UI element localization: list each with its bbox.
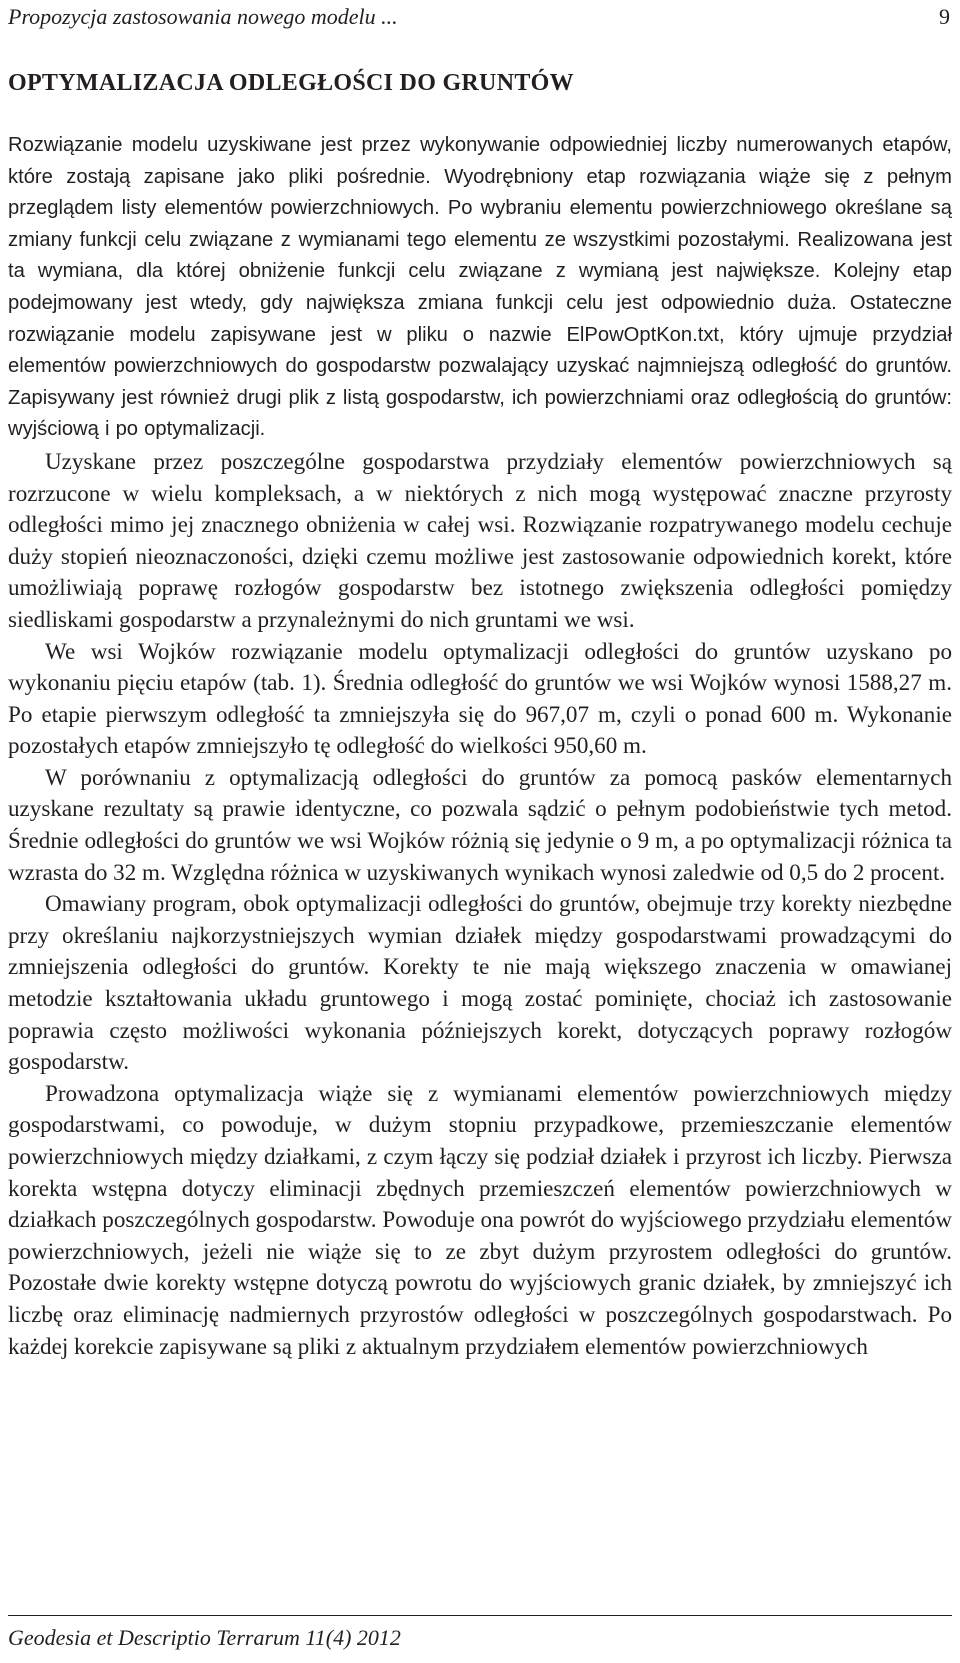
running-header (8, 2, 952, 32)
page-number: 9 (939, 4, 950, 29)
paragraph-solution-stages: Rozwiązanie modelu uzyskiwane jest przez wykonywanie odpowiedniej liczby numerowanych etapów, które zostają zapisane jako pliki pośrednie. Wyodrębniony etap rozwiązania wiąże się z pełnym przeglądem listy elementów powierzchniowych. Po wybraniu elementu powierzchniowego określane są zmiany funkcji celu związane z wymianami tego elementu ze wszystkimi pozostałymi. Realizowana jest ta wymiana, dla której obniżenie funkcji celu związane z wymianą jest największe. Kolejny etap podejmowany jest wtedy, gdy największa zmiana funkcji celu jest odpowiednio duża. Ostateczne rozwiązanie modelu zapisywane jest w pliku o nazwie ElPowOptKon.txt, który ujmuje przydział elementów powierzchniowych do gospodarstw pozwalający uzyskać najmniejszą odległość do gruntów. Zapisywany jest również drugi plik z listą gospodarstw, ich powierzchniami oraz odległością do gruntów: wyjściową i po optymalizacji. (8, 134, 952, 441)
paragraph-allocations: Uzyskane przez poszczególne gospodarstwa przydziały elementów powierzchniowych są rozrzucone w wielu kompleksach, a w niektórych z nich mogą występować znaczne przyrosty odległości mimo jej znacznego obniżenia w całej wsi. Rozwiązanie rozpatrywanego modelu cechuje duży stopień nieoznaczoności, dzięki czemu możliwe jest zastosowanie odpowiednich korekt, które umożliwiają poprawę rozłogów gospodarstw bez istotnego zwiększenia odległości pomiędzy siedliskami gospodarstw a przynależnymi do nich gruntami we wsi. (8, 447, 952, 632)
body-text (8, 130, 952, 1362)
paragraph-optimization-exchanges: Prowadzona optymalizacja wiąże się z wymianami elementów powierzchniowych między gospodarstwami, co powoduje, w dużym stopniu przypadkowe, przemieszczanie elementów powierzchniowych między działkami, z czym łączy się podział działek i przyrost ich liczby. Pierwsza korekta wstępna dotyczy eliminacji zbędnych przemieszczeń elementów powierzchniowych w działkach poszczególnych gospodarstw. Powoduje ona powrót do wyjściowego przydziału elementów powierzchniowych, jeżeli nie wiąże się to ze zbyt dużym przyrostem odległości do gruntów. Pozostałe dwie korekty wstępne dotyczą powrotu do wyjściowych granic działek, by zmniejszyć ich liczbę oraz eliminację nadmiernych przyrostów odległości w poszczególnych gospodarstwach. Po każdej korekcie zapisywane są pliki z aktualnym przydziałem elementów powierzchniowych (8, 1079, 952, 1359)
paragraph-comparison: W porównaniu z optymalizacją odległości do gruntów za pomocą pasków elementarnych uzyskane rezultaty są prawie identyczne, co pozwala sądzić o pełnym podobieństwie tych metod. Średnie odległości do gruntów we wsi Wojków różnią się jedynie o 9 m, a po optymalizacji różnica ta wzrasta do 32 m. Względna różnica w uzyskiwanych wynikach wynosi zaledwie od 0,5 do 2 procent. (8, 763, 952, 885)
journal-footer: Geodesia et Descriptio Terrarum 11(4) 2012 (8, 1625, 401, 1650)
section-heading: OPTYMALIZACJA ODLEGŁOŚCI DO GRUNTÓW (8, 70, 574, 96)
footer-divider (8, 1615, 952, 1616)
document-page (8, 0, 952, 1663)
running-title: Propozycja zastosowania nowego modelu ... (8, 4, 398, 29)
paragraph-wojkow-results: We wsi Wojków rozwiązanie modelu optymalizacji odległości do gruntów uzyskano po wykonaniu pięciu etapów (tab. 1). Średnia odległość do gruntów we wsi Wojków wynosi 1588,27 m. Po etapie pierwszym odległość ta zmniejszyła się do 967,07 m, czyli o ponad 600 m. Wykonanie pozostałych etapów zmniejszyło tę odległość do wielkości 950,60 m. (8, 637, 952, 759)
paragraph-corrections: Omawiany program, obok optymalizacji odległości do gruntów, obejmuje trzy korekty niezbędne przy określaniu najkorzystniejszych wymian działek między gospodarstwami prowadzącymi do zmniejszenia odległości do gruntów. Korekty te nie mają większego znaczenia w omawianej metodzie kształtowania układu gruntowego i mogą zostać pominięte, chociaż ich zastosowanie poprawia często możliwości wykonania późniejszych korekt, dotyczących poprawy rozłogów gospodarstw. (8, 890, 952, 1075)
